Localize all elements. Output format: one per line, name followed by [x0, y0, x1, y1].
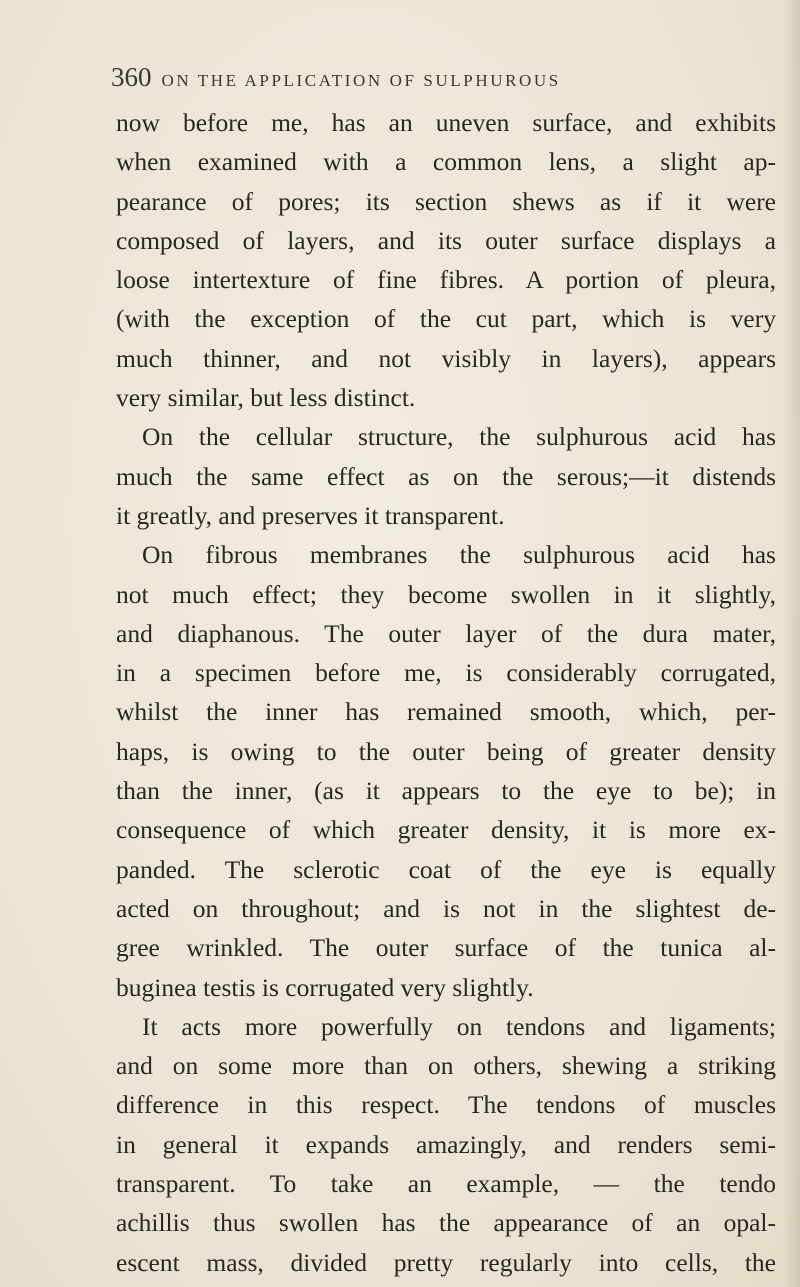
text-line: much the same effect as on the serous;—it distends — [116, 461, 776, 491]
text-line: (with the exception of the cut part, which is very — [116, 304, 776, 334]
text-line: composed of layers, and its outer surface displays a — [116, 225, 776, 255]
text-line: acted on throughout; and is not in the slightest de- — [116, 893, 776, 923]
page-header — [111, 62, 751, 94]
text-line: when examined with a common lens, a slight ap- — [116, 147, 776, 177]
text-line: in a specimen before me, is considerably corrugated, — [116, 658, 776, 688]
text-line: It acts more powerfully on tendons and ligaments; — [142, 1011, 776, 1041]
text-line: On fibrous membranes the sulphurous acid has — [142, 540, 776, 570]
text-line: panded. The sclerotic coat of the eye is equally — [116, 854, 776, 884]
text-line: in general it expands amazingly, and renders semi- — [116, 1129, 776, 1159]
text-line: than the inner, (as it appears to the eye to be); in — [116, 776, 776, 806]
text-line: it greatly, and preserves it transparent. — [116, 500, 505, 530]
text-line: and diaphanous. The outer layer of the dura mater, — [116, 618, 776, 648]
text-line: achillis thus swollen has the appearance of an opal- — [116, 1208, 776, 1238]
text-line: whilst the inner has remained smooth, which, per- — [116, 697, 776, 727]
running-head: ON THE APPLICATION OF SULPHUROUS — [161, 71, 561, 90]
text-line: gree wrinkled. The outer surface of the tunica al- — [116, 933, 776, 963]
text-line: transparent. To take an example, — the tendo — [116, 1169, 776, 1199]
text-line: now before me, has an uneven surface, and exhibits — [116, 108, 776, 137]
text-line: much thinner, and not visibly in layers), appears — [116, 343, 776, 373]
text-line: haps, is owing to the outer being of greater density — [116, 736, 776, 766]
text-line: buginea testis is corrugated very slightly. — [116, 972, 534, 1002]
page-number: 360 — [111, 62, 152, 92]
text-line: escent mass, divided pretty regularly into cells, the — [116, 1247, 776, 1277]
text-line: On the cellular structure, the sulphurous acid has — [142, 422, 776, 452]
text-line: consequence of which greater density, it is more ex- — [116, 815, 776, 845]
text-line: not much effect; they become swollen in it slightly, — [116, 579, 776, 609]
text-line: pearance of pores; its section shews as if it were — [116, 186, 776, 216]
body-text — [116, 103, 776, 1282]
text-line: very similar, but less distinct. — [116, 383, 416, 413]
text-line: difference in this respect. The tendons of muscles — [116, 1090, 776, 1120]
text-line: and on some more than on others, shewing a striking — [116, 1051, 776, 1081]
page-edge-shadow — [782, 0, 800, 1287]
text-line: loose intertexture of fine fibres. A portion of pleura, — [116, 265, 776, 295]
